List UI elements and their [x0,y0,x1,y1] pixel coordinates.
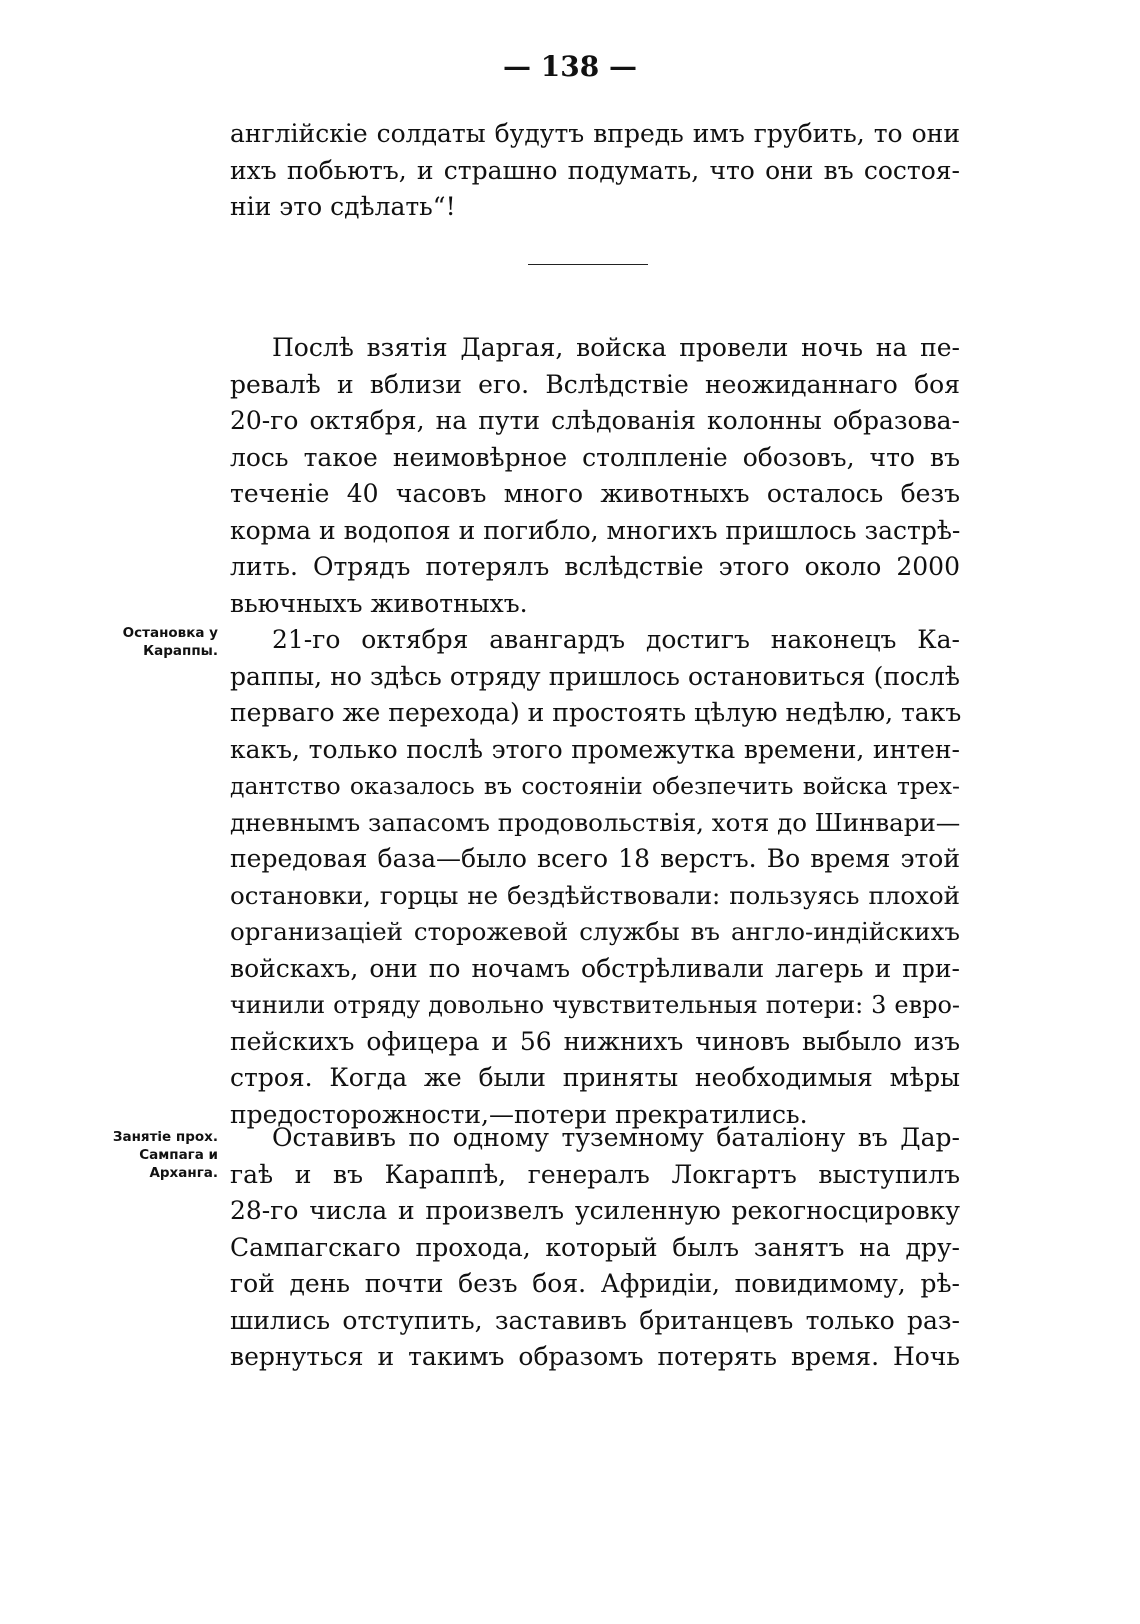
text-line: Послѣ взятія Даргая, войска провели ночь на пе- [272,333,960,362]
margin-note-line: Арханга. [149,1165,218,1181]
text-line: гаѣ и въ Караппѣ, генералъ Локгартъ выступилъ [230,1159,960,1189]
text-line: лить. Отрядъ потерялъ вслѣдствіе этого около 2000 [230,552,960,581]
paragraph-karappa [230,622,960,1133]
text-line: чинили отряду довольно чувствительныя потери: 3 евро- [230,991,960,1019]
text-line: строя. Когда же были приняты необходимыя мѣры [230,1063,960,1092]
text-line: вернуться и такимъ образомъ потерять время. Ночь [230,1342,960,1371]
margin-note-line: Сампага и [139,1147,218,1163]
text-line: англійскіе солдаты будутъ впредь имъ грубить, то они [230,119,960,148]
text-line: лось такое неимовѣрное столпленіе обозовъ, что въ [230,442,960,472]
text-line: Оставивъ по одному туземному баталіону въ Дар- [272,1123,960,1152]
text-line: раппы, но здѣсь отряду пришлось остановиться (послѣ [230,661,960,691]
margin-note-line: Занятіе прох. [112,1129,218,1145]
margin-note-karappa [110,624,218,660]
text-line: организаціей сторожевой службы въ англо-индійскихъ [230,917,960,946]
text-line: 21-го октября авангардъ достигъ наконецъ Ка- [272,625,960,654]
text-line: шились отступить, заставивъ британцевъ только раз- [230,1305,960,1335]
text-line: вьючныхъ животныхъ. [230,588,528,618]
text-line: Сампагскаго прохода, который былъ занятъ на дру- [230,1232,960,1262]
text-line: предосторожности,—потери прекратились. [230,1099,808,1129]
text-line: ревалѣ и вблизи его. Вслѣдствіе неожиданнаго боя [230,369,960,399]
text-line: передовая база—было всего 18 верстъ. Во время этой [230,844,960,873]
margin-note-line: Караппы. [143,643,218,659]
text-line: дневнымъ запасомъ продовольствія, хотя до Шинвари— [230,807,961,837]
text-line: пейскихъ офицера и 56 нижнихъ чиновъ выбыло изъ [230,1026,960,1056]
text-line: остановки, горцы не бездѣйствовали: пользуясь плохой [230,880,960,910]
text-line: теченіе 40 часовъ много животныхъ осталось безъ [230,479,960,508]
section-divider [528,264,648,265]
margin-note-sampaga [110,1128,218,1182]
text-line: гой день почти безъ боя. Афридіи, повидимому, рѣ- [230,1269,960,1298]
text-line: перваго же перехода) и простоять цѣлую недѣлю, такъ [230,698,962,727]
text-line: войскахъ, они по ночамъ обстрѣливали лагерь и при- [230,953,960,983]
text-line: какъ, только послѣ этого промежутка времени, интен- [230,734,960,764]
paragraph-continuation [230,116,960,226]
text-line: 20-го октября, на пути слѣдованія колонны образова- [230,406,960,435]
text-line: ихъ побьютъ, и страшно подумать, что они въ состоя- [230,155,960,185]
text-line: 28-го числа и произвелъ усиленную рекогносцировку [230,1196,960,1225]
paragraph-sampaga [230,1120,960,1376]
text-line: ніи это сдѣлать“! [230,192,456,221]
margin-note-line: Остановка у [122,625,218,641]
page-number: — 138 — [503,50,637,83]
text-line: дантство оказалось въ состояніи обезпечить войска трех- [230,772,960,800]
text-line: корма и водопоя и погибло, многихъ пришлось застрѣ- [230,515,961,545]
paragraph-after-dargai [230,330,960,622]
